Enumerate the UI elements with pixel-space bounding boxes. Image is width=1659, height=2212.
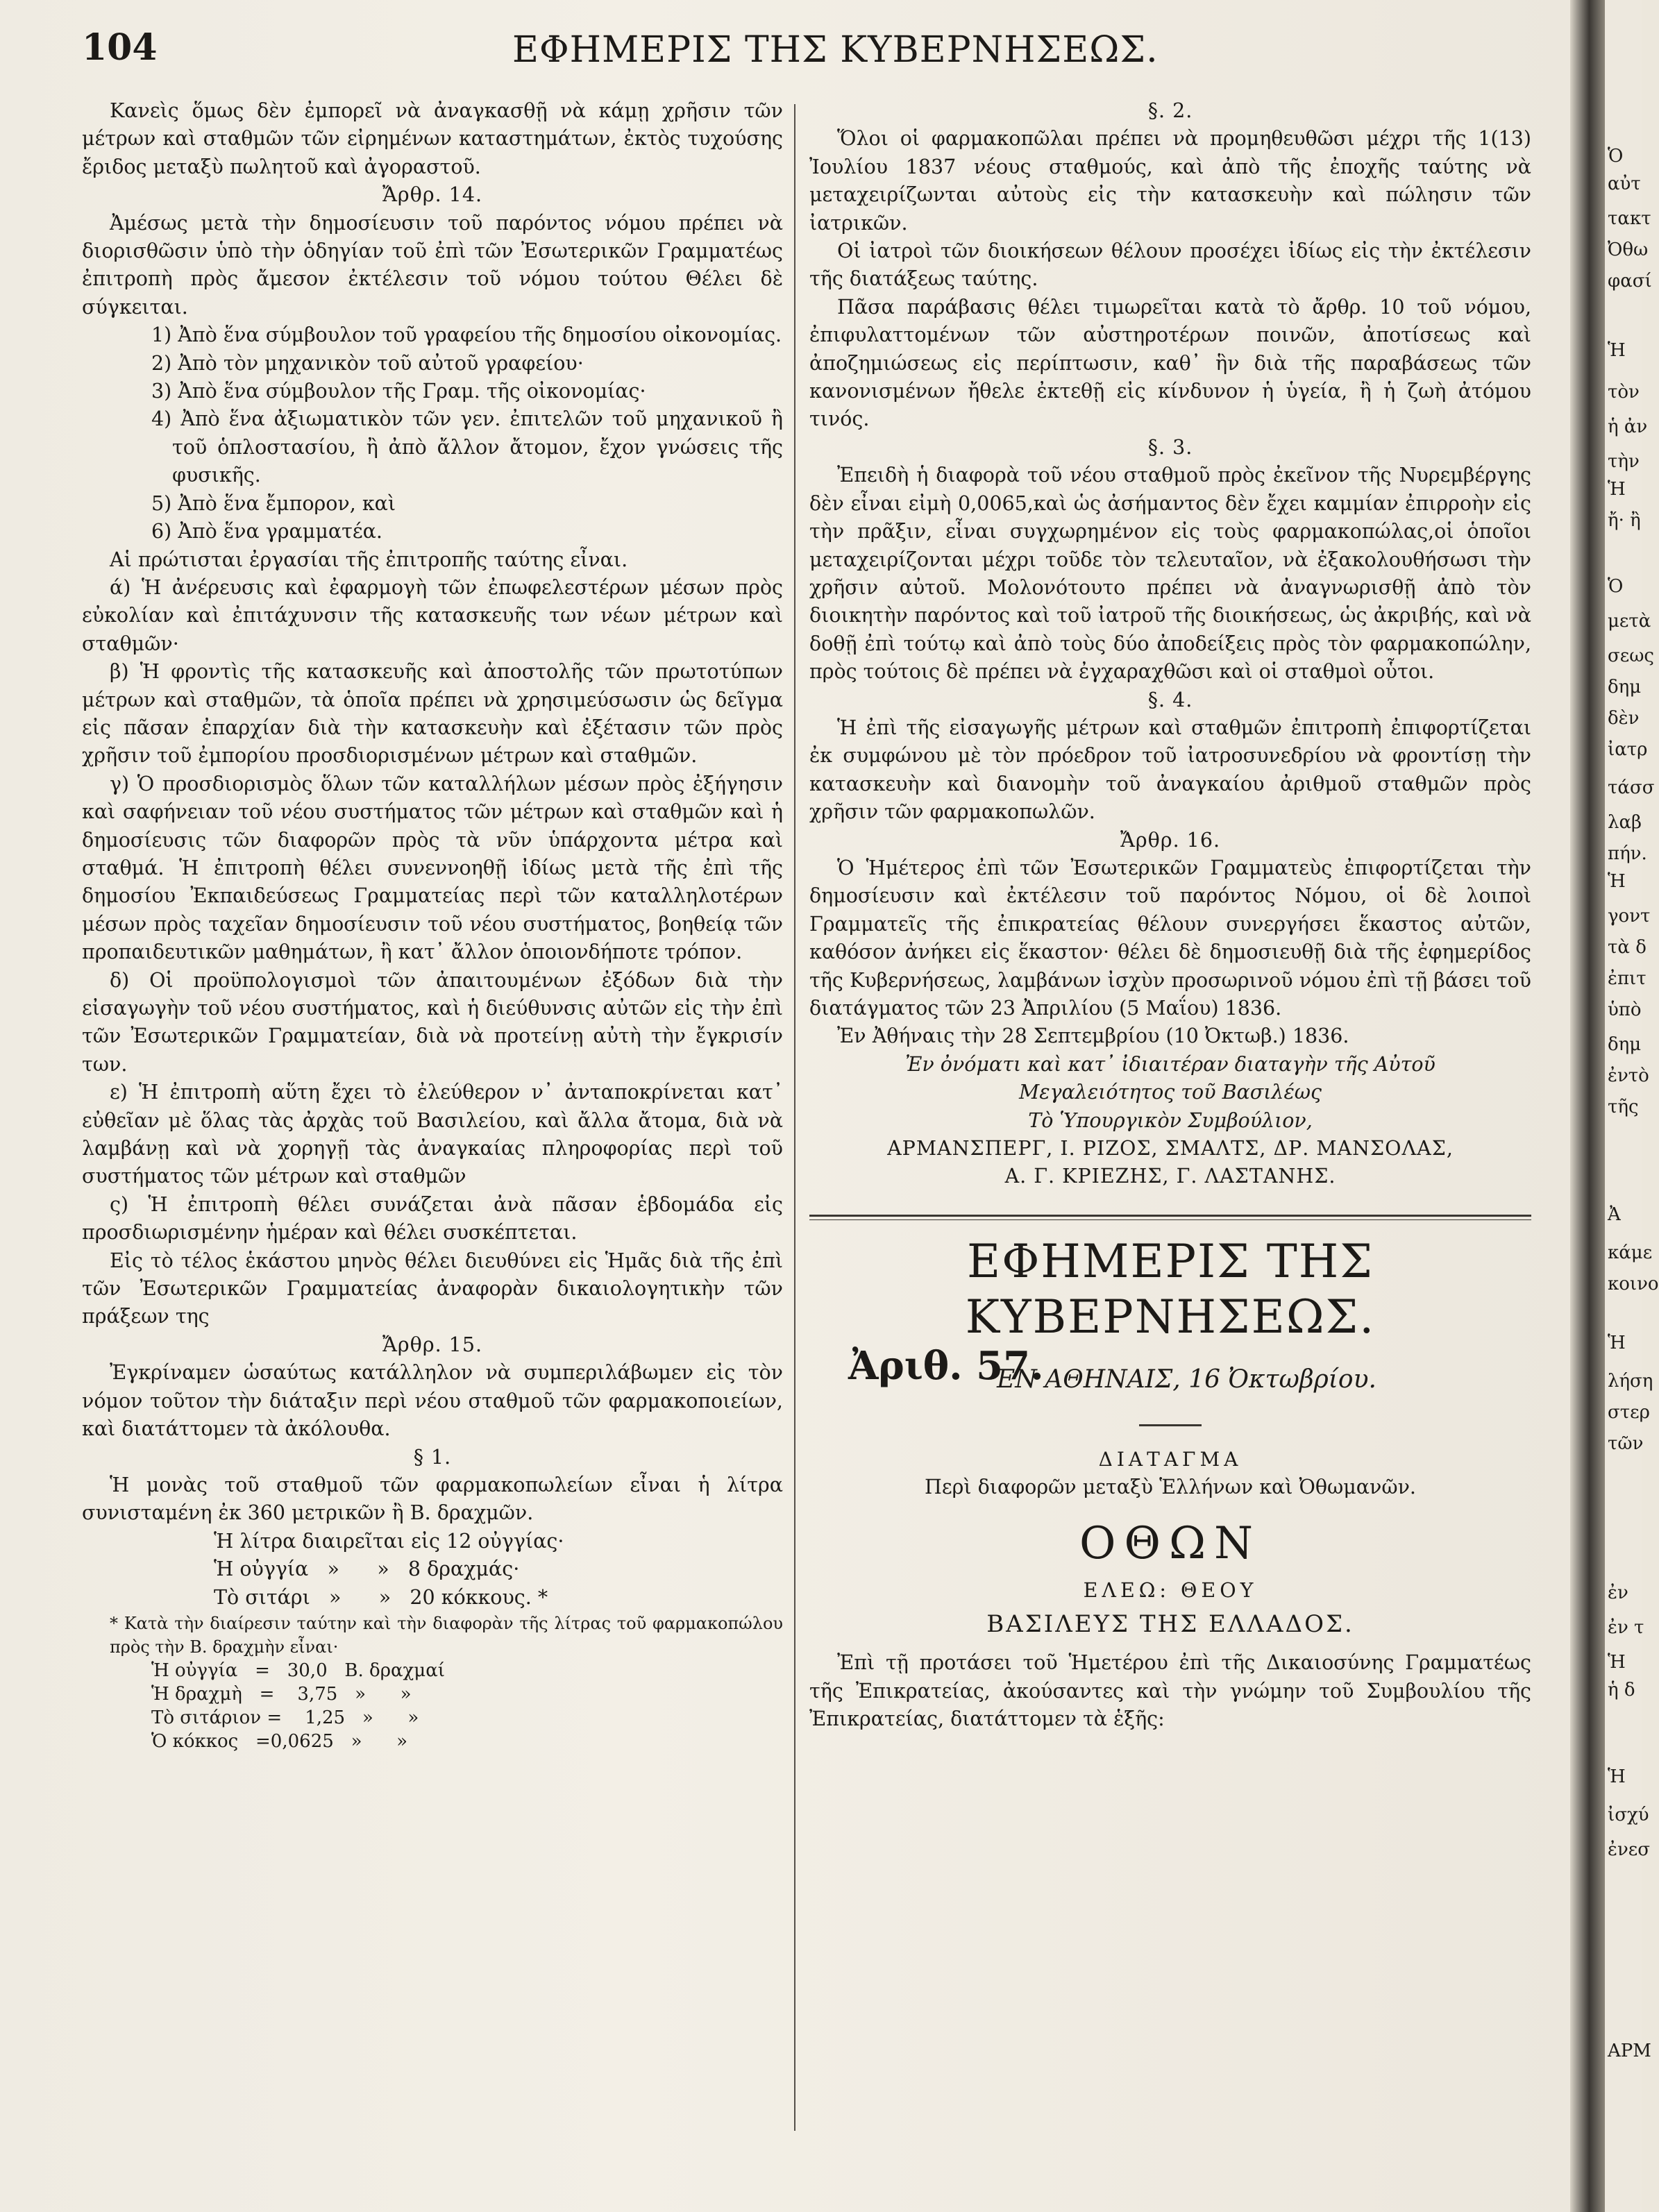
committee-member-6: 6) Ἀπὸ ἕνα γραμματέα. xyxy=(151,520,382,543)
section-2-text: Ὅλοι οἱ φαρμακοπῶλαι πρέπει νὰ προμηθευθῶσι μέχρι τῆς 1(13) Ἰουλίου 1837 νέους σταθμούς, καὶ ἀπὸ τῆς ἐποχῆς ταύτης νὰ μεταχειρίζωνται αὐτοὺς εἰς τὴν κατασκευὴν καὶ πώλησιν τῶν ἰατρικῶν. xyxy=(809,127,1531,235)
adjacent-page-fragment: πήν. xyxy=(1608,843,1647,864)
adjacent-page-fragment: Ἀ xyxy=(1608,1204,1621,1225)
running-title: ΕΦΗΜΕΡΙΣ ΤΗΣ ΚΥΒΕΡΝΗΣΕΩΣ. xyxy=(512,29,1159,71)
footnote-row: Τὸ σιτάριον = 1,25 » » xyxy=(151,1707,419,1728)
article-16-heading: Ἄρθρ. 16. xyxy=(1120,828,1221,852)
right-column xyxy=(809,97,1531,1734)
adjacent-page-fragment: δημ xyxy=(1608,677,1642,698)
adjacent-page-fragment: λαβ xyxy=(1608,812,1642,833)
section-1-heading: § 1. xyxy=(413,1445,452,1469)
footnote-row: Ἡ οὐγγία = 30,0 Β. δραχμαί xyxy=(151,1660,445,1681)
adjacent-page-fragment: ἐν τ xyxy=(1608,1617,1644,1638)
adjacent-page-fragment: ἰατρ xyxy=(1608,739,1648,760)
section-divider xyxy=(809,1215,1531,1220)
section-3-heading: §. 3. xyxy=(1147,435,1193,459)
adjacent-page-fragment: μετὰ xyxy=(1608,611,1651,632)
adjacent-page-fragment: κοινο xyxy=(1608,1274,1659,1294)
adjacent-page-fragment: Ὁ xyxy=(1608,576,1624,597)
article-16-text: Ὁ Ἡμέτερος ἐπὶ τῶν Ἐσωτερικῶν Γραμματεὺς ἐπιφορτίζεται τὴν δημοσίευσιν καὶ ἐκτέλεσιν τοῦ παρόντος Νόμου, οἱ δὲ λοιποὶ Γραμματεῖς τῆς ἐπικρατείας θέλουν συνεργήσει ἕκαστος αὐτῶν, καθόσον ἀνήκει εἰς ἕκαστον· θέλει δὲ δημοσιευθῇ διὰ τῆς ἐφημερίδος τῆς Κυβερνήσεως, λαμβάνων ἰσχὺν προσωρινοῦ νόμου ἐπὶ τῇ βάσει τοῦ διατάγματος τῶν 23 Ἀπριλίου (5 Μαΐου) 1836. xyxy=(809,856,1531,1020)
article-14-heading: Ἄρθρ. 14. xyxy=(382,183,483,207)
issue-number: Ἀριθ. 57. xyxy=(848,1342,1044,1389)
committee-member-1: 1) Ἀπὸ ἕνα σύμβουλον τοῦ γραφείου τῆς δημοσίου οἰκονομίας. xyxy=(151,323,782,347)
date-line: Ἐν Ἀθήναις τὴν 28 Σεπτεμβρίου (10 Ὀκτωβ.) 1836. xyxy=(837,1024,1349,1048)
signature-authority: Μεγαλειότητος τοῦ Βασιλέως xyxy=(1019,1081,1322,1104)
decree-preamble: Ἐπὶ τῇ προτάσει τοῦ Ἡμετέρου ἐπὶ τῆς Δικαιοσύνης Γραμματέως τῆς Ἐπικρατείας, ἀκούσαντες καὶ τὴν γνώμην τοῦ Συμβουλίου τῆς Ἐπικρατείας, διατάττομεν τὰ ἑξῆς: xyxy=(809,1651,1531,1731)
section-4-heading: §. 4. xyxy=(1147,688,1193,711)
adjacent-page-fragment: στερ xyxy=(1608,1402,1650,1423)
section-1-text: Ἡ μονὰς τοῦ σταθμοῦ τῶν φαρμακοπωλείων εἶναι ἡ λίτρα συνισταμένη ἐκ 360 μετρικῶν ἢ Β. δραχμῶν. xyxy=(82,1473,783,1525)
adjacent-page-fragment: ἐπιτ xyxy=(1608,968,1647,989)
task-f: ς) Ἡ ἐπιτροπὴ θέλει συνάζεται ἀνὰ πᾶσαν ἑβδομάδα εἰς προσδιωρισμένην ἡμέραν καὶ θέλει συσκέπτεται. xyxy=(82,1192,783,1244)
by-grace-of-god: ΕΛΕΩ: ΘΕΟΥ xyxy=(1083,1578,1258,1602)
division-row: Ἡ λίτρα διαιρεῖται εἰς 12 οὐγγίας· xyxy=(214,1529,564,1553)
adjacent-page-fragment: δημ xyxy=(1608,1034,1642,1055)
committee-member-5: 5) Ἀπὸ ἕνα ἔμπορον, καὶ xyxy=(151,491,396,515)
adjacent-page-fragment: ἤ· ἢ xyxy=(1608,510,1641,531)
binding-gutter xyxy=(1570,0,1605,2212)
adjacent-page-fragment: φασί xyxy=(1608,271,1652,292)
section-2-heading: §. 2. xyxy=(1147,99,1193,122)
issue-line xyxy=(809,1342,1531,1405)
committee-member-3: 3) Ἀπὸ ἕνα σύμβουλον τῆς Γραμ. τῆς οἰκονομίας· xyxy=(151,380,646,403)
monthly-report: Εἰς τὸ τέλος ἑκάστου μηνὸς θέλει διευθύνει εἰς Ἡμᾶς διὰ τῆς ἐπὶ τῶν Ἐσωτερικῶν Γραμματείας ἀναφορὰν δικαιολογητικὴν τῶν πράξεων της xyxy=(82,1249,783,1328)
adjacent-page-edge xyxy=(1605,0,1659,2212)
task-c: γ) Ὁ προσδιορισμὸς ὅλων τῶν καταλλήλων μέσων πρὸς ἐξήγησιν καὶ σαφήνειαν τοῦ νέου συστήματος τῶν μέτρων καὶ σταθμῶν καὶ ἡ δημοσίευσις τῶν διαφορῶν πρὸς τὰ νῦν ὑπάρχοντα μέτρα καὶ σταθμά. Ἡ ἐπιτροπὴ θέλει συνεννοηθῇ ἰδίως μετὰ τῆς ἐπὶ τῆς δημοσίου Ἐκπαιδεύσεως Γραμματείας περὶ τῶν καταλληλοτέρων μέσων πρὸς ταχεῖαν δημοσίευσιν τοῦ νέου συστήματος, βοηθείᾳ τῶν προπαιδευτικῶν μαθημάτων, ἢ κατ᾽ ἄλλον ὁποιονδήποτε τρόπον. xyxy=(82,772,783,964)
signatories: ΑΡΜΑΝΣΠΕΡΓ, Ι. ΡΙΖΟΣ, ΣΜΑΛΤΣ, ΔΡ. ΜΑΝΣΟΛΑΣ, xyxy=(887,1137,1454,1160)
task-d: δ) Οἱ προϋπολογισμοὶ τῶν ἀπαιτουμένων ἐξόδων διὰ τὴν εἰσαγωγὴν τοῦ νέου συστήματος, καὶ ἡ διεύθυνσις αὐτῶν εἰς τὴν ἐπὶ τῶν Ἐσωτερικῶν Γραμματείαν, διὰ νὰ προτείνῃ αὐτὴ τὴν ἔγκρισίν των. xyxy=(82,968,783,1076)
task-b: β) Ἡ φροντὶς τῆς κατασκευῆς καὶ ἀποστολῆς τῶν πρωτοτύπων μέτρων καὶ σταθμῶν, τὰ ὁποῖα πρέπει νὰ χρησιμεύσωσιν ὡς δεῖγμα εἰς πᾶσαν ἐπαρχίαν διὰ τὴν κατασκευὴν καὶ ἐξέτασιν τῶν πρὸς χρῆσιν τοῦ ἐμπορίου προσδιορισμένων μέτρων καὶ σταθμῶν. xyxy=(82,660,783,768)
committee-member-4: 4) Ἀπὸ ἕνα ἀξιωματικὸν τῶν γεν. ἐπιτελῶν τοῦ μηχανικοῦ ἢ τοῦ ὁπλοστασίου, ἢ ἀπὸ ἄλλον ἄτομον, ἔχον γνώσεις τῆς φυσικῆς. xyxy=(151,407,783,487)
adjacent-page-fragment: ὑπὸ xyxy=(1608,999,1642,1020)
king-title: ΒΑΣΙΛΕΥΣ ΤΗΣ ΕΛΛΑΔΟΣ. xyxy=(986,1610,1354,1639)
adjacent-page-fragment: τακτ xyxy=(1608,208,1651,229)
signatories: Α. Γ. ΚΡΙΕΖΗΣ, Γ. ΛΑΣΤΑΝΗΣ. xyxy=(1004,1165,1336,1188)
adjacent-page-fragment: γοντ xyxy=(1608,906,1651,927)
adjacent-page-fragment: σεως xyxy=(1608,645,1654,666)
adjacent-page-fragment: Ἡ xyxy=(1608,1333,1626,1353)
adjacent-page-fragment: τῶν xyxy=(1608,1433,1644,1454)
article-15-text: Ἐγκρίναμεν ὡσαύτως κατάλληλον νὰ συμπεριλάβωμεν εἰς τὸν νόμον τοῦτον τὴν διάταξιν περὶ νέου σταθμοῦ τῶν φαρμακοποιείων, καὶ διατάττομεν τὰ ἀκόλουθα. xyxy=(82,1361,783,1441)
adjacent-page-fragment: λήση xyxy=(1608,1371,1653,1392)
adjacent-page-fragment: ἐντὸ xyxy=(1608,1065,1649,1086)
adjacent-page-fragment: ἡ δ xyxy=(1608,1680,1635,1700)
adjacent-page-fragment: Ἡ xyxy=(1608,479,1626,500)
section-3-text: Ἐπειδὴ ἡ διαφορὰ τοῦ νέου σταθμοῦ πρὸς ἐκεῖνον τῆς Νυρεμβέργης δὲν εἶναι εἰμὴ 0,0065,καὶ ὡς ἀσήμαντος δὲν ἔχει καμμίαν ἐπιρροὴν εἰς τὴν πρᾶξιν, εἶναι συγχωρημένον εἰς τοὺς φαρμακοπώλας,οἱ ὁποῖοι μεταχειρίζονται μέχρι τοῦδε τὸν τελευταῖον, νὰ ἐξακολουθήσωσι τὴν χρῆσιν αὐτοῦ. Μολονότουτο πρέπει νὰ ἀναγνωρισθῇ ἀπὸ τὸν διοικητὴν παρόντος καὶ τοῦ ἰατροῦ τῆς διοικήσεως, ὡς ἀκριβής, καὶ νὰ δοθῇ ἐπὶ τούτῳ καὶ ἀπὸ τοὺς δύο ἀποδείξεις πρὸς τὸν φαρμακοπώλην, πρὸς τούτοις δὲ πρέπει νὰ ἐγχαραχθῶσι καὶ οἱ σταθμοὶ οὗτοι. xyxy=(809,464,1531,684)
footnote-row: Ἡ δραχμὴ = 3,75 » » xyxy=(151,1683,412,1705)
masthead-title: ΕΦΗΜΕΡΙΣ ΤΗΣ ΚΥΒΕΡΝΗΣΕΩΣ. xyxy=(965,1234,1376,1344)
adjacent-page-fragment: Ἡ xyxy=(1608,1652,1626,1673)
tasks-intro: Αἱ πρώτισται ἐργασίαι τῆς ἐπιτροπῆς ταύτης εἶναι. xyxy=(110,548,628,571)
adjacent-page-fragment: δὲν xyxy=(1608,708,1640,729)
adjacent-page-fragment: ΑΡΜ xyxy=(1608,2041,1651,2061)
article-14-text: Ἀμέσως μετὰ τὴν δημοσίευσιν τοῦ παρόντος νόμου πρέπει νὰ διορισθῶσιν ὑπὸ τὴν ὁδηγίαν τοῦ ἐπὶ τῶν Ἐσωτερικῶν Γραμματέως ἐπιτροπὴ πρὸς ἄμεσον ἐκτέλεσιν τοῦ νόμου τούτου Θέλει δὲ σύγκειται. xyxy=(82,211,783,319)
page-number: 104 xyxy=(82,26,158,69)
signature-authority: Τὸ Ὑπουργικὸν Συμβούλιον, xyxy=(1028,1108,1313,1132)
adjacent-page-fragment: τὴν xyxy=(1608,451,1640,472)
adjacent-page-fragment: ἡ ἀν xyxy=(1608,416,1648,437)
adjacent-page-fragment: Ὀθω xyxy=(1608,239,1649,260)
column-divider xyxy=(794,104,795,2131)
adjacent-page-fragment: τῆς xyxy=(1608,1097,1639,1117)
division-row: Τὸ σιτάρι » » 20 κόκκους. * xyxy=(214,1585,548,1609)
task-e: ε) Ἡ ἐπιτροπὴ αὕτη ἔχει τὸ ἐλεύθερον ν᾽ ἀνταποκρίνεται κατ᾽ εὐθεῖαν μὲ ὅλας τὰς ἀρχὰς τοῦ Βασιλείου, καὶ ἄλλα ἄτομα, διὰ νὰ λαμβάνῃ καὶ νὰ χορηγῇ τὰς ἀναγκαίας πληροφορίας περὶ τοῦ συστήματος τῶν μέτρων καὶ σταθμῶν xyxy=(82,1081,783,1188)
intro-paragraph: Κανεὶς ὅμως δὲν ἐμπορεῖ νὰ ἀναγκασθῇ νὰ κάμῃ χρῆσιν τῶν μέτρων καὶ σταθμῶν τῶν εἰρημένων καταστημάτων, ἐκτὸς τυχούσης ἔριδος μεταξὺ πωλητοῦ καὶ ἀγοραστοῦ. xyxy=(82,99,783,178)
adjacent-page-fragment: κάμε xyxy=(1608,1242,1653,1263)
footnote-intro: * Κατὰ τὴν διαίρεσιν ταύτην καὶ τὴν διαφορὰν τῆς λίτρας τοῦ φαρμακοπώλου πρὸς τὴν Β. δραχμὴν εἶναι· xyxy=(110,1613,783,1657)
adjacent-page-fragment: τὰ δ xyxy=(1608,937,1647,958)
adjacent-page-fragment: αὐτ xyxy=(1608,174,1641,194)
king-name: ΟΘΩΝ xyxy=(1079,1517,1261,1569)
adjacent-page-fragment: Ἡ xyxy=(1608,1766,1626,1787)
adjacent-page-fragment: Ἡ xyxy=(1608,340,1626,361)
footnote-row: Ὁ κόκκος =0,0625 » » xyxy=(151,1730,407,1752)
short-divider xyxy=(1139,1424,1202,1426)
adjacent-page-fragment: Ὁ xyxy=(1608,146,1624,167)
committee-member-2: 2) Ἀπὸ τὸν μηχανικὸν τοῦ αὐτοῦ γραφείου· xyxy=(151,351,584,375)
page-header xyxy=(82,25,1547,81)
decree-label: ΔΙΑΤΑΓΜΑ xyxy=(1098,1447,1243,1471)
adjacent-page-fragment: τὸν xyxy=(1608,382,1640,403)
adjacent-page-fragment: Ἡ xyxy=(1608,871,1626,892)
section-4-text: Ἡ ἐπὶ τῆς εἰσαγωγῆς μέτρων καὶ σταθμῶν ἐπιτροπὴ ἐπιφορτίζεται ἐκ συμφώνου μὲ τὸν πρόεδρον τοῦ ἰατροσυνεδρίου νὰ φροντίσῃ τὴν κατασκευὴν καὶ διανομὴν τοῦ ἀναγκαίου ἀριθμοῦ σταθμῶν πρὸς χρῆσιν τῶν φαρμακοπωλῶν. xyxy=(809,716,1531,824)
left-column xyxy=(82,97,783,1753)
section-2-doctors: Οἱ ἰατροὶ τῶν διοικήσεων θέλουν προσέχει ἰδίως εἰς τὴν ἐκτέλεσιν τῆς διατάξεως ταύτης. xyxy=(809,239,1531,291)
adjacent-page-fragment: ἐνεσ xyxy=(1608,1839,1650,1860)
decree-subject: Περὶ διαφορῶν μεταξὺ Ἑλλήνων καὶ Ὀθωμανῶν. xyxy=(925,1476,1416,1499)
section-2-penalty: Πᾶσα παράβασις θέλει τιμωρεῖται κατὰ τὸ ἄρθρ. 10 τοῦ νόμου, ἐπιφυλαττομένων τῶν αὐστηροτέρων ποινῶν, ἀποτίσεως καὶ ἀποζημιώσεως εἰς περίπτωσιν, καθ᾽ ἣν διὰ τῆς παραβάσεως τῶν κανονισμένων ἤθελε ἐκτεθῇ εἰς κίνδυνον ἡ ὑγεία, ἢ ἡ ζωὴ ἀτόμου τινός. xyxy=(809,295,1531,431)
task-a: ά) Ἡ ἀνέρευσις καὶ ἐφαρμογὴ τῶν ἐπωφελεστέρων μέσων πρὸς εὐκολίαν καὶ ἐπιτάχυνσιν τῆς κατασκευῆς των νέων μέτρων καὶ σταθμῶν· xyxy=(82,575,783,655)
issue-place-date: ΕΝ ΑΘΗΝΑΙΣ, 16 Ὀκτωβρίου. xyxy=(997,1365,1376,1394)
adjacent-page-fragment: ἐν xyxy=(1608,1582,1628,1603)
adjacent-page-fragment: ἰσχύ xyxy=(1608,1805,1649,1825)
adjacent-page-fragment: τάσσ xyxy=(1608,777,1655,798)
signature-authority: Ἐν ὀνόματι καὶ κατ᾽ ἰδιαιτέραν διαταγὴν τῆς Αὐτοῦ xyxy=(905,1052,1435,1076)
division-row: Ἡ οὐγγία » » 8 δραχμάς· xyxy=(214,1557,520,1581)
article-15-heading: Ἄρθρ. 15. xyxy=(382,1333,483,1356)
